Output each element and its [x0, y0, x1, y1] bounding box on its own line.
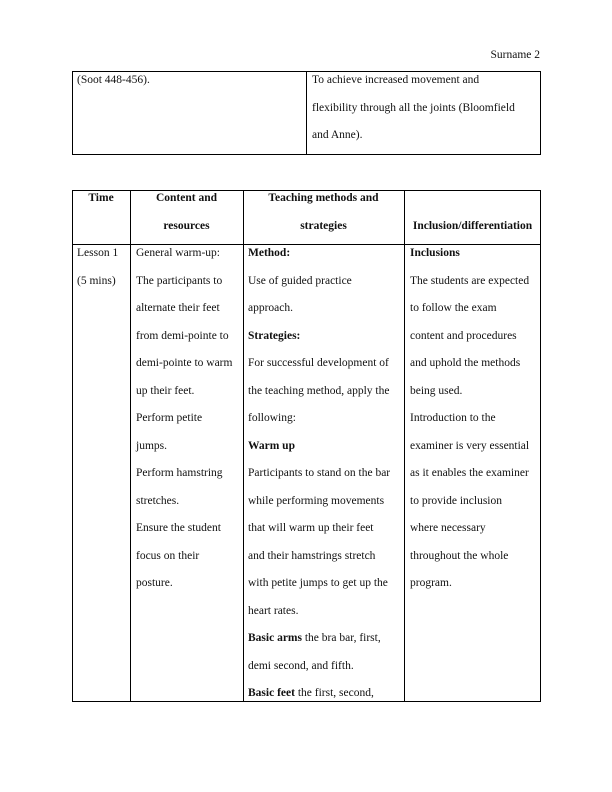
text: Ensure the student: [136, 522, 221, 534]
header-time: [72, 191, 130, 219]
text: the first, second,: [294, 687, 374, 699]
text-line: [410, 384, 529, 412]
text-line: [410, 274, 529, 302]
text-line: [77, 274, 118, 302]
text: the bra bar, first,: [301, 632, 381, 644]
bold-text: Strategies:: [248, 329, 301, 342]
bold-text: Basic arms: [248, 632, 302, 644]
text: with petite jumps to get up the: [248, 577, 388, 589]
text: to provide inclusion: [410, 494, 502, 507]
text: stretches.: [136, 494, 180, 507]
text: being used.: [410, 384, 463, 397]
text-line: [248, 466, 390, 494]
divider: [243, 190, 244, 702]
text-line: [130, 219, 243, 247]
bold-text: Time: [88, 192, 114, 204]
bold-text: Teaching methods and: [268, 192, 379, 204]
text: To achieve increased movement and: [312, 74, 480, 86]
text: demi-pointe to warm: [136, 357, 233, 369]
text: program.: [410, 577, 452, 589]
bold-text: Content and: [155, 192, 218, 204]
text-line: [136, 494, 232, 522]
text-line: [136, 301, 232, 329]
text: focus on their: [136, 549, 200, 562]
header-inclusion: [404, 191, 541, 246]
text-line: [410, 329, 529, 357]
text-line: [248, 631, 390, 659]
text-line: [248, 521, 390, 549]
text-line: [248, 576, 390, 604]
header-teaching: [243, 191, 404, 246]
text: where necessary: [410, 522, 486, 534]
text-line: [410, 246, 529, 274]
text: Introduction to the: [410, 412, 496, 424]
text-line: [410, 301, 529, 329]
text-line: [312, 128, 515, 156]
cell-objective: [312, 73, 515, 156]
text-line: [410, 356, 529, 384]
text-line: [136, 466, 232, 494]
text: the teaching method, apply the: [248, 384, 390, 397]
bold-text: Basic feet: [248, 687, 295, 699]
text: Lesson 1: [77, 247, 119, 259]
bold-text: Inclusion/differentiation: [412, 219, 533, 232]
text: The students are expected: [410, 274, 530, 287]
text: up their feet.: [136, 384, 195, 397]
text-line: [72, 191, 130, 219]
text-line: [410, 549, 529, 577]
text-line: [410, 439, 529, 467]
text-line: [404, 191, 541, 219]
text: flexibility through all the joints (Bloomfield: [312, 101, 515, 114]
text: jumps.: [136, 439, 167, 452]
text: Perform hamstring: [136, 467, 223, 479]
text-line: [248, 659, 390, 687]
text: General warm-up:: [136, 247, 220, 259]
text-line: [248, 686, 390, 714]
text-line: [410, 576, 529, 604]
cell-citation: [77, 73, 150, 101]
text: The participants to: [136, 274, 223, 287]
bold-text: Method:: [248, 247, 291, 259]
bold-text: resources: [163, 219, 210, 232]
text-line: [248, 246, 390, 274]
text-line: [312, 101, 515, 129]
text-line: [410, 494, 529, 522]
text-line: [136, 384, 232, 412]
text-line: [136, 549, 232, 577]
divider: [306, 71, 307, 155]
text: Perform petite: [136, 412, 203, 424]
bold-text: Warm up: [248, 439, 295, 452]
text-line: [136, 521, 232, 549]
text: from demi-pointe to: [136, 329, 229, 342]
text: For successful development of: [248, 357, 389, 369]
bold-text: strategies: [300, 219, 347, 232]
text-line: [243, 191, 404, 219]
text: posture.: [136, 577, 173, 589]
text-line: [248, 549, 390, 577]
text: heart rates.: [248, 604, 299, 617]
text-line: [312, 73, 515, 101]
text-line: [248, 274, 390, 302]
header-content: [130, 191, 243, 246]
divider: [404, 190, 405, 702]
text-line: [136, 439, 232, 467]
divider: [130, 190, 131, 702]
text-line: [248, 604, 390, 632]
cell-content: [136, 246, 232, 604]
text: that will warm up their feet: [248, 522, 374, 534]
text-line: [248, 411, 390, 439]
text: (Soot 448-456).: [77, 74, 150, 86]
cell-time: [77, 246, 118, 301]
text-line: [410, 521, 529, 549]
text: approach.: [248, 302, 294, 314]
text: as it enables the examiner: [410, 467, 529, 479]
text-line: [248, 329, 390, 357]
text: alternate their feet: [136, 302, 220, 314]
text: demi second, and fifth.: [248, 659, 354, 672]
text-line: [136, 411, 232, 439]
text-line: [136, 356, 232, 384]
text: while performing movements: [248, 494, 385, 507]
text-line: [136, 329, 232, 357]
text-line: [248, 439, 390, 467]
running-head: Surname 2: [490, 49, 540, 61]
text-line: [410, 411, 529, 439]
text: throughout the whole: [410, 549, 509, 562]
text-line: [243, 219, 404, 247]
bold-text: Inclusions: [410, 247, 460, 259]
cell-inclusion: [410, 246, 529, 604]
text-line: [136, 274, 232, 302]
text: Participants to stand on the bar: [248, 467, 391, 479]
text-line: [136, 576, 232, 604]
text: and their hamstrings stretch: [248, 549, 376, 562]
text: to follow the exam: [410, 302, 497, 314]
text: content and procedures: [410, 329, 517, 342]
text-line: [130, 191, 243, 219]
text: Use of guided practice: [248, 274, 352, 287]
text-line: [410, 466, 529, 494]
text-line: [248, 301, 390, 329]
text-line: [248, 384, 390, 412]
text: (5 mins): [77, 274, 116, 287]
text: and Anne).: [312, 129, 363, 141]
text-line: [404, 219, 541, 247]
text-line: [248, 494, 390, 522]
text-line: [77, 73, 150, 101]
text: examiner is very essential: [410, 439, 530, 452]
text-line: [136, 246, 232, 274]
text: and uphold the methods: [410, 357, 521, 369]
cell-teaching: [248, 246, 390, 714]
text: following:: [248, 412, 296, 424]
text-line: [248, 356, 390, 384]
text-line: [77, 246, 118, 274]
